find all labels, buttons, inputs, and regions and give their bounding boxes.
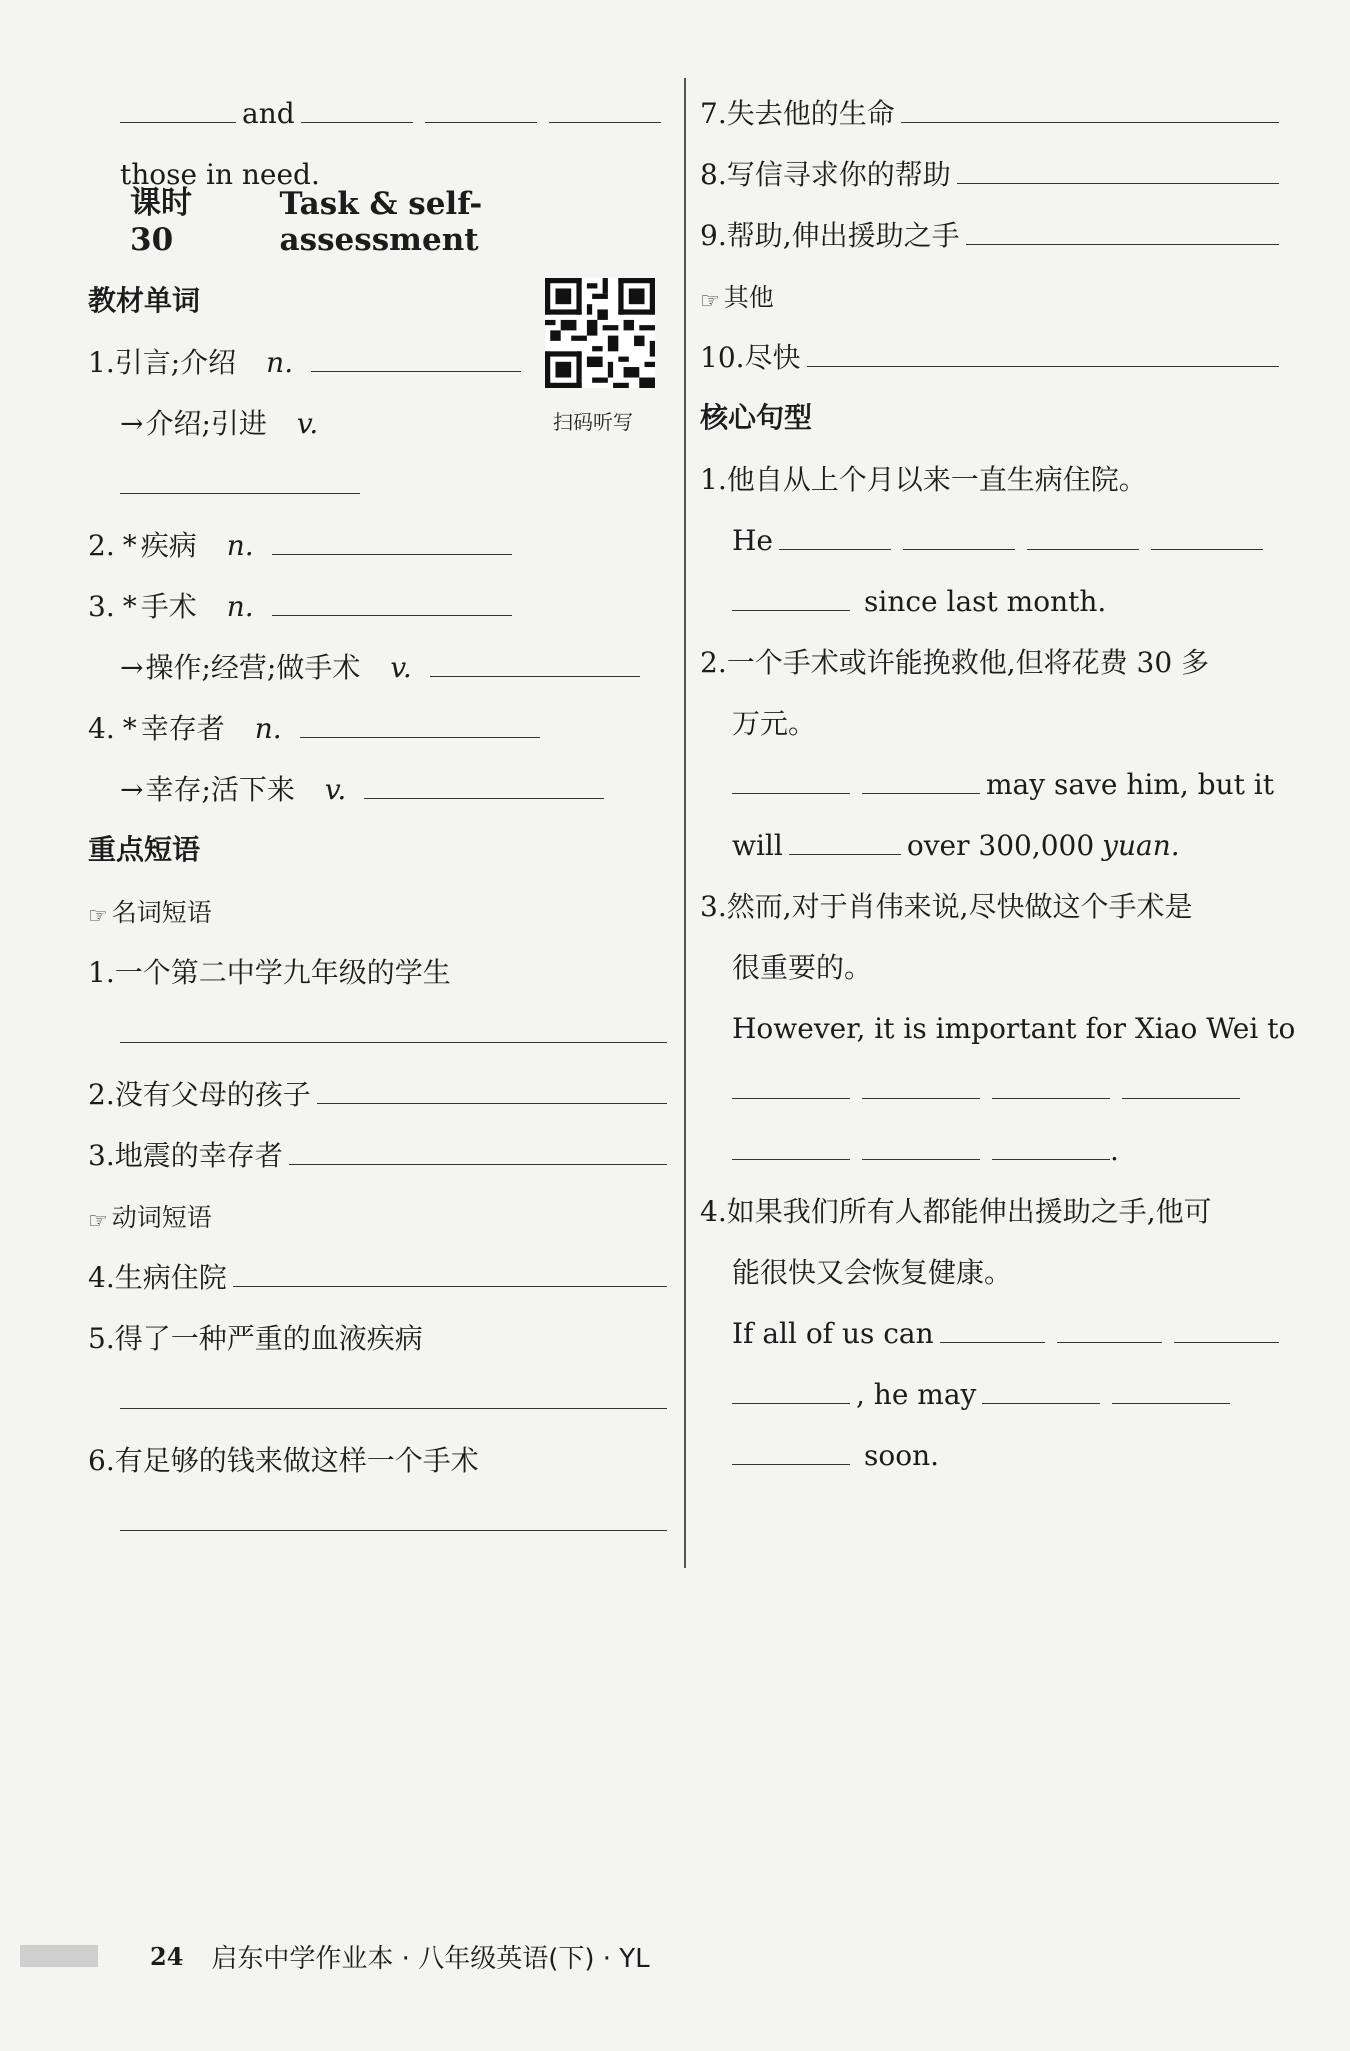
answer-blank[interactable] [120,492,360,494]
column-divider [684,78,686,1568]
phrase-item-5-blank [88,1356,673,1417]
item-chinese: 失去他的生命 [726,97,895,131]
qr-caption: 扫码听写 [553,410,633,434]
answer-blank[interactable] [120,121,236,123]
item-chinese: 尽快 [744,341,801,375]
phrase-item-1-blank [88,990,673,1051]
phrase-item-2 [88,1051,673,1112]
continuation-line-2: those in need. [120,158,320,192]
phrase-item-7 [700,70,1285,131]
footer-bar [20,1945,98,1967]
sentence-1-chinese [700,436,1285,497]
answer-blank[interactable] [120,1041,667,1043]
answer-blank[interactable] [1151,548,1263,550]
answer-blank[interactable] [549,121,661,123]
continuation-line-1 [88,70,673,131]
arrow-icon: → [120,651,144,685]
part-of-speech: n. [266,346,294,380]
item-number: 8. [700,158,727,192]
phrase-item-10 [700,314,1285,375]
star-icon: * [122,590,137,624]
answer-blank[interactable] [862,792,980,794]
part-of-speech: n. [254,712,282,746]
answer-blank[interactable] [120,1407,667,1409]
answer-blank[interactable] [862,1158,980,1160]
part-of-speech: v. [324,773,347,807]
answer-blank[interactable] [289,1163,667,1165]
item-chinese: 疾病 [140,529,197,563]
answer-blank[interactable] [732,1158,850,1160]
item-chinese: 手术 [140,590,197,624]
item-chinese: 帮助,伸出援助之手 [726,219,960,253]
qr-code-icon[interactable] [545,278,655,388]
item-chinese: 操作;经营;做手术 [145,651,361,685]
lesson-title [88,185,673,258]
arrow-icon: → [120,773,144,807]
sentence-3-chinese-2: 很重要的。 [732,951,873,985]
sentence-2-chinese-1 [700,619,1285,680]
answer-blank[interactable] [1112,1402,1230,1404]
answer-blank[interactable] [1174,1341,1279,1343]
sentence-4-english-3 [700,1412,1285,1473]
answer-blank[interactable] [940,1341,1045,1343]
answer-blank[interactable] [901,121,1279,123]
answer-blank[interactable] [120,1529,667,1531]
sentence-3-english-1: However, it is important for Xiao Wei to [732,1012,1296,1046]
word-item-3 [88,563,673,624]
answer-blank[interactable] [732,1402,850,1404]
sentence-3-english-3 [700,1107,1285,1168]
subheading-label: 其他 [723,283,774,312]
part-of-speech: n. [226,529,254,563]
sentence-2-chinese-2: 万元。 [732,707,817,741]
item-number: 9. [700,219,727,253]
item-chinese: 幸存;活下来 [145,773,295,807]
subheading-label: 名词短语 [111,898,212,927]
item-chinese: 一个第二中学九年级的学生 [114,956,451,990]
answer-blank[interactable] [301,121,413,123]
item-number: 3. [700,890,727,924]
answer-blank[interactable] [732,1463,850,1465]
answer-blank[interactable] [1027,548,1139,550]
item-chinese: 生病住院 [114,1261,227,1295]
answer-blank[interactable] [1122,1097,1240,1099]
section-heading-phrases: 重点短语 [88,833,201,866]
item-chinese: 一个手术或许能挽救他,但将花费 30 多 [726,646,1210,680]
item-chinese: 然而,对于肖伟来说,尽快做这个手术是 [726,890,1193,924]
sentence-1-english-1 [700,497,1285,558]
sentence-2-english-2 [700,802,1285,863]
answer-blank[interactable] [430,675,640,677]
item-number: 6. [88,1444,115,1478]
sentence-text: over 300,000 [906,829,1095,863]
sentence-text: . [1110,1134,1119,1168]
answer-blank[interactable] [317,1102,667,1104]
answer-blank[interactable] [272,614,512,616]
answer-blank[interactable] [903,548,1015,550]
item-chinese: 如果我们所有人都能伸出援助之手,他可 [726,1195,1212,1229]
answer-blank[interactable] [364,797,604,799]
pointing-hand-icon: ☞ [88,904,108,929]
answer-blank[interactable] [779,548,891,550]
word-item-1-derived-blank [88,441,673,502]
answer-blank[interactable] [957,182,1279,184]
phrase-item-4 [88,1234,673,1295]
lesson-number: 课时 30 [130,185,192,258]
sentence-text: , he may [856,1378,977,1412]
answer-blank[interactable] [862,1097,980,1099]
section-heading-words: 教材单词 [88,284,201,317]
sentence-text: He [732,524,773,558]
item-chinese: 幸存者 [140,712,225,746]
answer-blank[interactable] [992,1158,1110,1160]
pointing-hand-icon: ☞ [700,289,720,314]
answer-blank[interactable] [311,370,521,372]
subheading-other [700,253,1285,314]
phrase-item-1 [88,929,673,990]
part-of-speech: v. [296,407,319,441]
sentence-2-english-1 [700,741,1285,802]
phrase-item-3 [88,1112,673,1173]
sentence-4-english-2 [700,1351,1285,1412]
sentence-4-chinese-2: 能很快又会恢复健康。 [732,1256,1013,1290]
word-item-3-derived [88,624,673,685]
item-number: 7. [700,97,727,131]
part-of-speech: n. [226,590,254,624]
item-number: 4. [88,1261,115,1295]
phrase-item-5 [88,1295,673,1356]
item-number: 1. [88,346,115,380]
phrase-item-9 [700,192,1285,253]
answer-blank[interactable] [982,1402,1100,1404]
answer-blank[interactable] [789,853,901,855]
item-chinese: 介绍;引进 [145,407,267,441]
arrow-icon: → [120,407,144,441]
page-footer [20,1936,650,1976]
sentence-1-english-2 [700,558,1285,619]
item-number: 2. [88,1078,115,1112]
item-number: 1. [700,463,727,497]
and-word: and [242,97,295,131]
answer-blank[interactable] [233,1285,667,1287]
item-chinese: 地震的幸存者 [114,1139,283,1173]
item-chinese: 没有父母的孩子 [114,1078,311,1112]
sentence-text: since last month. [864,585,1107,619]
item-chinese: 他自从上个月以来一直生病住院。 [726,463,1147,497]
item-chinese: 有足够的钱来做这样一个手术 [114,1444,479,1478]
pointing-hand-icon: ☞ [88,1209,108,1234]
right-column [700,70,1296,1473]
item-number: 5. [88,1322,115,1356]
sentence-text: will [732,829,783,863]
subheading-verb-phrases [88,1173,673,1234]
item-chinese: 得了一种严重的血液疾病 [114,1322,423,1356]
answer-blank[interactable] [1057,1341,1162,1343]
answer-blank[interactable] [992,1097,1110,1099]
star-icon: * [122,712,137,746]
item-number: 2. [88,529,115,563]
sentence-4-chinese-1 [700,1168,1285,1229]
sentence-text: soon. [864,1439,940,1473]
phrase-item-8 [700,131,1285,192]
star-icon: * [122,529,137,563]
item-chinese: 引言;介绍 [114,346,237,380]
sentence-text: may save him, but it [986,768,1274,802]
sentence-3-english-2 [700,1046,1285,1107]
sentence-4-english-1 [700,1290,1285,1351]
item-number: 3. [88,1139,115,1173]
answer-blank[interactable] [807,365,1279,367]
answer-blank[interactable] [732,792,850,794]
phrase-item-6-blank [88,1478,673,1539]
sentence-text: If all of us can [732,1317,934,1351]
subheading-noun-phrases [88,868,673,929]
answer-blank[interactable] [732,609,850,611]
word-item-2 [88,502,673,563]
item-number: 4. [88,712,115,746]
answer-blank[interactable] [966,243,1279,245]
part-of-speech: v. [390,651,412,685]
phrase-item-6 [88,1417,673,1478]
sentence-text: yuan. [1102,829,1180,863]
answer-blank[interactable] [425,121,537,123]
answer-blank[interactable] [732,1097,850,1099]
lesson-name: Task & self-assessment [279,186,483,258]
word-item-4-derived [88,746,673,807]
item-number: 1. [88,956,115,990]
answer-blank[interactable] [272,553,512,555]
item-number: 3. [88,590,115,624]
subheading-label: 动词短语 [111,1203,212,1232]
item-number: 4. [700,1195,727,1229]
book-title: 启东中学作业本 · 八年级英语(下) · YL [211,1943,650,1974]
word-item-4 [88,685,673,746]
item-number: 2. [700,646,727,680]
item-chinese: 写信寻求你的帮助 [726,158,951,192]
sentence-3-chinese-1 [700,863,1285,924]
page-number: 24 [150,1941,184,1971]
section-heading-sentences: 核心句型 [700,401,813,434]
item-number: 10. [700,341,745,375]
answer-blank[interactable] [300,736,540,738]
